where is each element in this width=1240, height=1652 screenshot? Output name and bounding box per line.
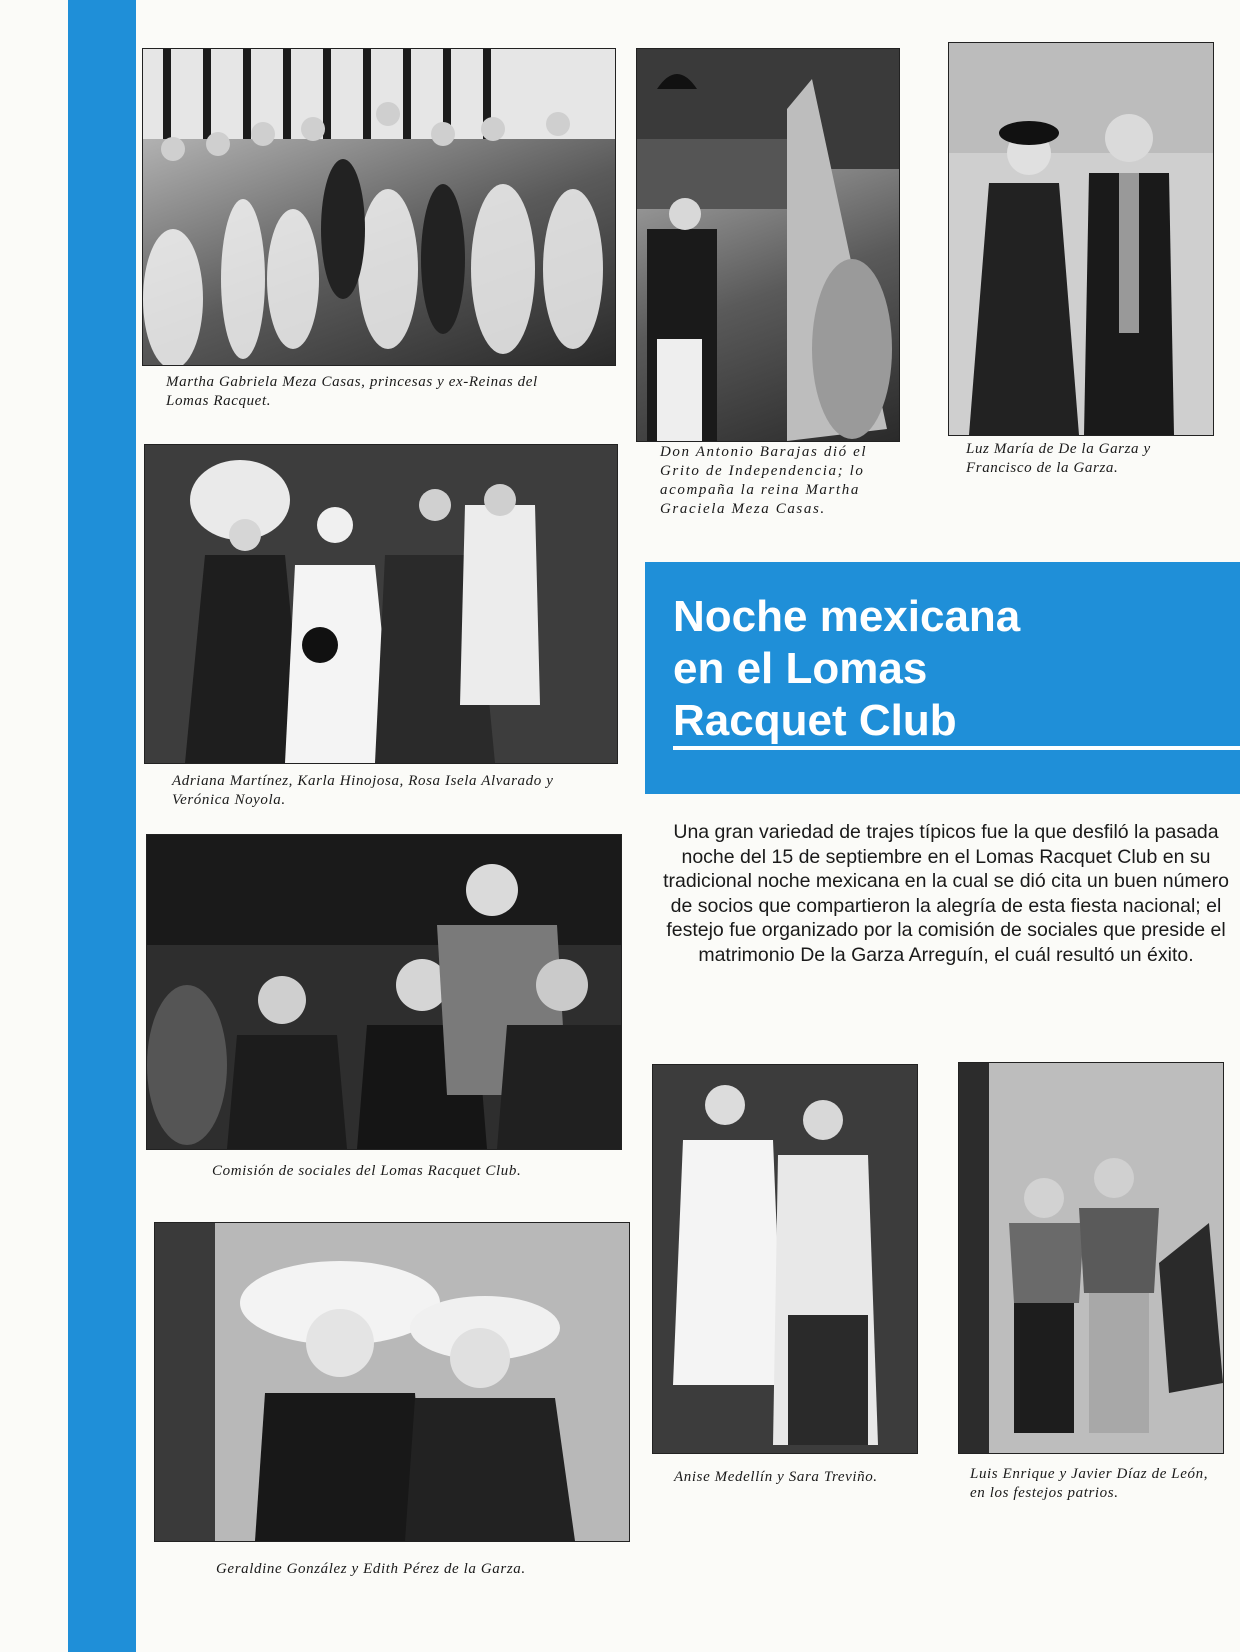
article-title-line-3: Racquet Club: [673, 696, 957, 745]
photo-de-la-garza-couple: [948, 42, 1214, 436]
caption-queens-group: Martha Gabriela Meza Casas, princesas y ex-Reinas del Lomas Racquet.: [166, 374, 538, 409]
article-title-line-1: Noche mexicana: [673, 592, 1021, 641]
photo-sombreros: [154, 1222, 630, 1542]
caption-social-committee: Comisión de sociales del Lomas Racquet Club.: [212, 1163, 522, 1179]
blue-margin-bar: [68, 0, 136, 1652]
caption-four-women: Adriana Martínez, Karla Hinojosa, Rosa Isela Alvarado y Verónica Noyola.: [172, 773, 554, 808]
article-title-line-2: en el Lomas: [673, 644, 928, 693]
caption-sombreros: Geraldine González y Edith Pérez de la Garza.: [216, 1561, 526, 1577]
photo-grito: [636, 48, 900, 442]
photo-diaz-de-leon: [958, 1062, 1224, 1454]
photo-queens-group: [142, 48, 616, 366]
article-title-block: [645, 562, 1240, 794]
caption-diaz-de-leon: Luis Enrique y Javier Díaz de León, en los festejos patrios.: [970, 1466, 1209, 1501]
caption-medellin-trevino: Anise Medellín y Sara Treviño.: [674, 1469, 878, 1485]
caption-de-la-garza-couple: Luz María de De la Garza y Francisco de la Garza.: [966, 441, 1151, 476]
caption-grito: Don Antonio Barajas dió el Grito de Independencia; lo acompaña la reina Martha Graciela Meza Casas.: [660, 444, 868, 517]
photo-social-committee: [146, 834, 622, 1150]
title-underline: [673, 746, 1240, 750]
photo-four-women: [144, 444, 618, 764]
article-intro: Una gran variedad de trajes típicos fue la que desfiló la pasada noche del 15 de septiembre en el Lomas Racquet Club en su tradicional noche mexicana en la cual se dió cita un buen número de socios que compartieron la alegría de esta fiesta nacional; el festejo fue organizado por la comisión de sociales que preside el matrimonio De la Garza Arreguín, el cuál resultó un éxito.: [663, 821, 1229, 966]
photo-medellin-trevino: [652, 1064, 918, 1454]
